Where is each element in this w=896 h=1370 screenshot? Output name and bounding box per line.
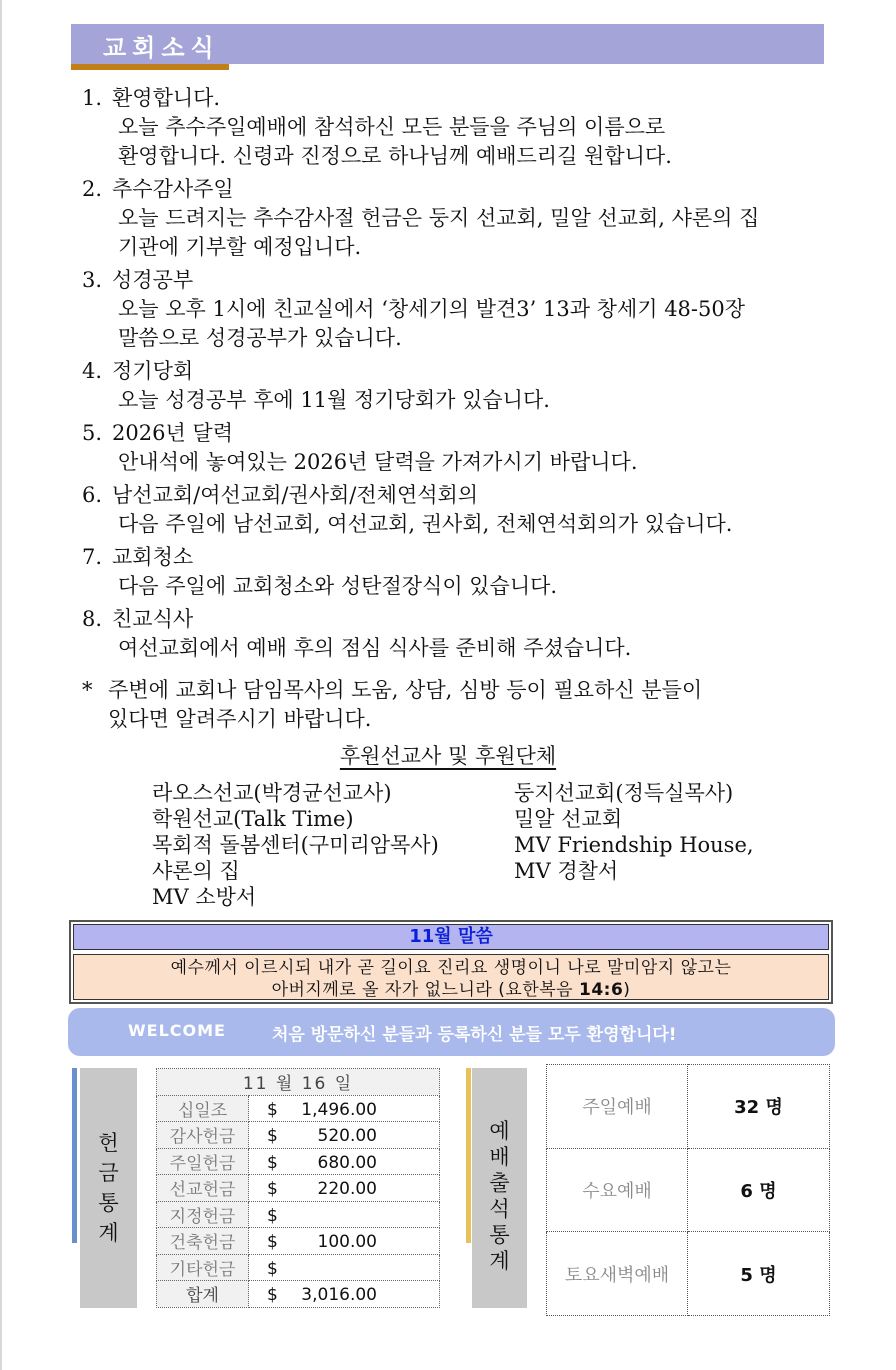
note-line: 주변에 교회나 담임목사의 도움, 상담, 심방 등이 필요하신 분들이	[108, 678, 703, 702]
verse-line	[74, 979, 828, 1001]
announcement-item	[82, 266, 842, 353]
item-title: 교회청소	[112, 545, 194, 569]
attendance-count: 6 명	[688, 1148, 830, 1232]
service-name: 수요예배	[547, 1148, 688, 1232]
page-left-border	[0, 0, 2, 1370]
supporter-item: MV 소방서	[152, 885, 257, 909]
item-body-line: 오늘 드려지는 추수감사절 헌금은 둥지 선교회, 밀알 선교회, 샤론의 집	[118, 206, 760, 230]
service-name: 주일예배	[547, 1065, 688, 1149]
announcement-item	[82, 357, 842, 415]
supporter-item: 목회적 돌봄센터(구미리암목사)	[152, 833, 439, 857]
label-char: 출	[489, 1171, 510, 1195]
currency: $	[267, 1126, 278, 1146]
label-char: 석	[489, 1197, 510, 1221]
item-body-line: 환영합니다. 신령과 진정으로 하나님께 예배드리길 원합니다.	[118, 144, 672, 168]
announcement-item	[82, 605, 842, 663]
offering-amount: 680.00	[317, 1152, 377, 1173]
label-char: 통	[489, 1223, 510, 1247]
item-body-line: 오늘 오후 1시에 친교실에서 ‘창세기의 발견3’ 13과 창세기 48-50장	[118, 297, 746, 321]
offering-amount-cell	[249, 1122, 440, 1149]
currency: $	[267, 1152, 278, 1173]
table-row	[547, 1232, 830, 1316]
announcement-list	[82, 84, 842, 667]
offering-category: 주일헌금	[157, 1148, 249, 1175]
offering-amount: 220.00	[317, 1179, 377, 1199]
item-title: 친교식사	[112, 607, 194, 631]
asterisk: *	[82, 678, 93, 702]
offering-total-cell	[249, 1281, 440, 1308]
table-row	[157, 1254, 440, 1281]
offering-category: 선교헌금	[157, 1175, 249, 1202]
offering-amount-cell	[249, 1175, 440, 1202]
offering-total-row	[157, 1281, 440, 1308]
supporter-item: MV Friendship House,	[514, 833, 754, 857]
currency: $	[267, 1099, 278, 1120]
table-row	[547, 1148, 830, 1232]
label-char: 예	[489, 1119, 510, 1143]
item-title: 추수감사주일	[112, 177, 234, 201]
welcome-label: WELCOME	[128, 1021, 226, 1040]
item-body-line: 오늘 추수주일예배에 참석하신 모든 분들을 주님의 이름으로	[118, 115, 666, 139]
announcement-item	[82, 543, 842, 601]
table-row	[157, 1175, 440, 1202]
offering-total-label: 합계	[157, 1281, 249, 1308]
label-char: 배	[489, 1145, 510, 1169]
verse-line: 예수께서 이르시되 내가 곧 길이요 진리요 생명이니 나로 말미암지 않고는	[170, 958, 732, 978]
note-line: 있다면 알려주시기 바랍니다.	[108, 707, 372, 731]
offering-amount-cell	[249, 1095, 440, 1122]
attendance-table	[546, 1064, 830, 1316]
announcement-item	[82, 175, 842, 262]
welcome-message: 처음 방문하신 분들과 등록하신 분들 모두 환영합니다!	[272, 1025, 677, 1045]
verse-line-text: 아버지께로 올 자가 없느니라 (요한복음	[271, 980, 579, 1000]
header-accent-bar	[71, 64, 229, 70]
verse-close: )	[623, 980, 631, 1000]
welcome-banner	[68, 1008, 835, 1056]
offering-table	[156, 1068, 440, 1308]
verse-heading: 11월 말씀	[73, 924, 829, 950]
table-row	[157, 1228, 440, 1255]
table-row	[157, 1122, 440, 1149]
label-char: 헌	[98, 1131, 119, 1155]
offering-amount: 520.00	[317, 1126, 377, 1146]
item-number: 2.	[82, 177, 103, 201]
verse-text	[73, 954, 829, 1000]
offering-total-amount: 3,016.00	[301, 1285, 377, 1305]
supporter-item: 라오스선교(박경균선교사)	[152, 781, 392, 805]
item-number: 8.	[82, 607, 103, 631]
supporter-item: 둥지선교회(정득실목사)	[514, 781, 734, 805]
help-note	[82, 676, 782, 734]
offering-date-row	[157, 1069, 440, 1096]
table-row	[157, 1095, 440, 1122]
currency: $	[267, 1285, 278, 1305]
item-number: 3.	[82, 268, 103, 292]
item-body-line: 안내석에 놓여있는 2026년 달력을 가져가시기 바랍니다.	[118, 450, 638, 474]
supporters-left-column	[152, 780, 439, 910]
item-title: 성경공부	[112, 268, 194, 292]
currency: $	[267, 1232, 278, 1252]
item-number: 6.	[82, 483, 103, 507]
label-char: 계	[489, 1249, 510, 1273]
offering-amount-cell	[249, 1148, 440, 1175]
item-number: 1.	[82, 86, 103, 110]
currency: $	[267, 1179, 278, 1199]
verse-reference: 14:6	[578, 980, 624, 1000]
table-row	[157, 1201, 440, 1228]
item-body-line: 여선교회에서 예배 후의 점심 식사를 준비해 주셨습니다.	[118, 636, 632, 660]
label-char: 통	[98, 1191, 119, 1215]
supporters-right-column	[514, 780, 754, 884]
offering-category: 지정헌금	[157, 1201, 249, 1228]
currency: $	[267, 1258, 278, 1279]
item-body-line: 말씀으로 성경공부가 있습니다.	[118, 326, 402, 350]
announcement-item	[82, 419, 842, 477]
supporter-item: 학원선교(Talk Time)	[152, 807, 354, 831]
offering-category: 건축헌금	[157, 1228, 249, 1255]
item-number: 5.	[82, 421, 103, 445]
attendance-stats-label	[472, 1068, 527, 1308]
attendance-accent-bar	[466, 1068, 471, 1243]
label-char: 계	[98, 1221, 119, 1245]
item-title: 2026년 달력	[112, 421, 233, 445]
offering-amount-cell	[249, 1228, 440, 1255]
offering-amount: 100.00	[317, 1232, 377, 1252]
announcement-item	[82, 84, 842, 171]
offering-amount-cell	[249, 1201, 440, 1228]
item-body-line: 다음 주일에 교회청소와 성탄절장식이 있습니다.	[118, 574, 558, 598]
item-body-line: 다음 주일에 남선교회, 여선교회, 권사회, 전체연석회의가 있습니다.	[118, 512, 733, 536]
attendance-count: 5 명	[688, 1232, 830, 1316]
label-char: 금	[98, 1161, 119, 1185]
supporters-title: 후원선교사 및 후원단체	[339, 744, 557, 768]
service-name: 토요새벽예배	[547, 1232, 688, 1316]
item-title: 정기당회	[112, 359, 194, 383]
section-title: 교회소식	[103, 34, 220, 62]
item-number: 7.	[82, 545, 103, 569]
offering-category: 감사헌금	[157, 1122, 249, 1149]
offering-category: 십일조	[157, 1095, 249, 1122]
item-body-line: 오늘 성경공부 후에 11월 정기당회가 있습니다.	[118, 388, 550, 412]
offering-stats-label	[80, 1068, 137, 1308]
supporter-item: 밀알 선교회	[514, 807, 623, 831]
offering-date: 11 월 16 일	[157, 1069, 440, 1096]
attendance-count: 32 명	[688, 1065, 830, 1149]
item-title: 환영합니다.	[112, 86, 221, 110]
announcement-item	[82, 481, 842, 539]
section-header	[71, 24, 824, 64]
currency: $	[267, 1205, 278, 1226]
item-number: 4.	[82, 359, 103, 383]
item-body-line: 기관에 기부할 예정입니다.	[118, 235, 362, 259]
item-title: 남선교회/여선교회/권사회/전체연석회의	[112, 483, 479, 507]
offering-category: 기타헌금	[157, 1254, 249, 1281]
monthly-verse-box	[69, 920, 833, 1004]
supporter-item: MV 경찰서	[514, 859, 619, 883]
table-row	[547, 1065, 830, 1149]
offering-accent-bar	[72, 1068, 77, 1243]
offering-amount-cell	[249, 1254, 440, 1281]
table-row	[157, 1148, 440, 1175]
offering-amount: 1,496.00	[301, 1099, 377, 1120]
supporter-item: 샤론의 집	[152, 859, 240, 883]
